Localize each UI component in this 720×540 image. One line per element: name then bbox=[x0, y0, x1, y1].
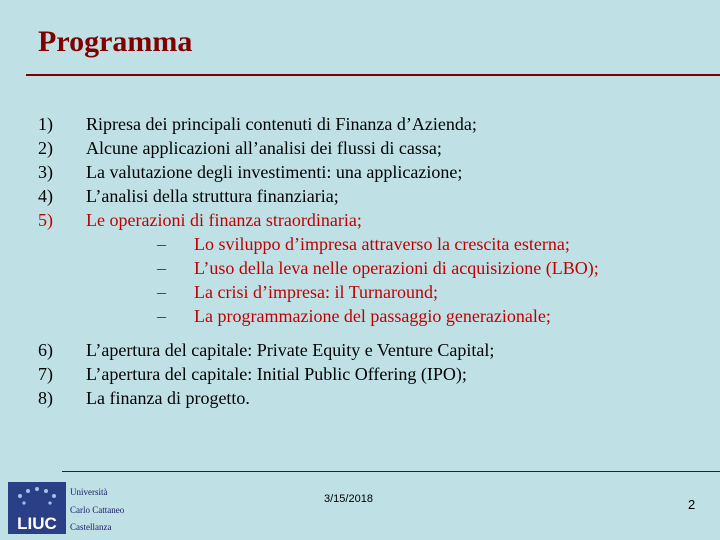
item-number: 4) bbox=[38, 186, 53, 206]
sub-item-text: La crisi d’impresa: il Turnaround; bbox=[194, 282, 438, 302]
dash-bullet: – bbox=[157, 258, 166, 278]
list-item bbox=[0, 338, 720, 362]
dash-bullet: – bbox=[157, 306, 166, 326]
item-number: 3) bbox=[38, 162, 53, 182]
slide-date: 3/15/2018 bbox=[324, 493, 373, 505]
item-text: L’apertura del capitale: Private Equity e Venture Capital; bbox=[86, 340, 495, 360]
sub-item-text: Lo sviluppo d’impresa attraverso la crescita esterna; bbox=[194, 234, 570, 254]
sub-item-text: La programmazione del passaggio generazionale; bbox=[194, 306, 551, 326]
list-item bbox=[0, 386, 720, 410]
dash-bullet: – bbox=[157, 282, 166, 302]
sub-list-item bbox=[0, 232, 720, 256]
list-item bbox=[0, 112, 720, 136]
list-item bbox=[0, 184, 720, 208]
liuc-logo-icon bbox=[8, 482, 66, 534]
logo-text: LIUC bbox=[17, 514, 57, 533]
list-item-highlighted bbox=[0, 208, 720, 232]
item-text: La finanza di progetto. bbox=[86, 388, 250, 408]
item-text: Ripresa dei principali contenuti di Finanza d’Azienda; bbox=[86, 114, 477, 134]
university-name-line: Università bbox=[70, 487, 108, 497]
item-text: L’apertura del capitale: Initial Public Offering (IPO); bbox=[86, 364, 467, 384]
list-item bbox=[0, 362, 720, 386]
sub-list-item bbox=[0, 280, 720, 304]
sub-list-item bbox=[0, 256, 720, 280]
item-number: 1) bbox=[38, 114, 53, 134]
dash-bullet: – bbox=[157, 234, 166, 254]
item-number: 7) bbox=[38, 364, 53, 384]
item-number: 5) bbox=[38, 210, 53, 230]
item-text: Alcune applicazioni all’analisi dei flussi di cassa; bbox=[86, 138, 442, 158]
list-item bbox=[0, 160, 720, 184]
sub-item-text: L’uso della leva nelle operazioni di acquisizione (LBO); bbox=[194, 258, 599, 278]
title-divider bbox=[26, 74, 720, 76]
item-number: 8) bbox=[38, 388, 53, 408]
item-text: La valutazione degli investimenti: una applicazione; bbox=[86, 162, 463, 182]
item-text: Le operazioni di finanza straordinaria; bbox=[86, 210, 362, 230]
university-name-line: Castellanza bbox=[70, 522, 112, 532]
page-number: 2 bbox=[688, 497, 696, 512]
list-item bbox=[0, 136, 720, 160]
slide-title: Programma bbox=[38, 25, 193, 58]
item-number: 6) bbox=[38, 340, 53, 360]
item-text: L’analisi della struttura finanziaria; bbox=[86, 186, 339, 206]
footer-divider bbox=[62, 471, 720, 472]
university-name-line: Carlo Cattaneo bbox=[70, 505, 125, 515]
sub-list-item bbox=[0, 304, 720, 328]
item-number: 2) bbox=[38, 138, 53, 158]
